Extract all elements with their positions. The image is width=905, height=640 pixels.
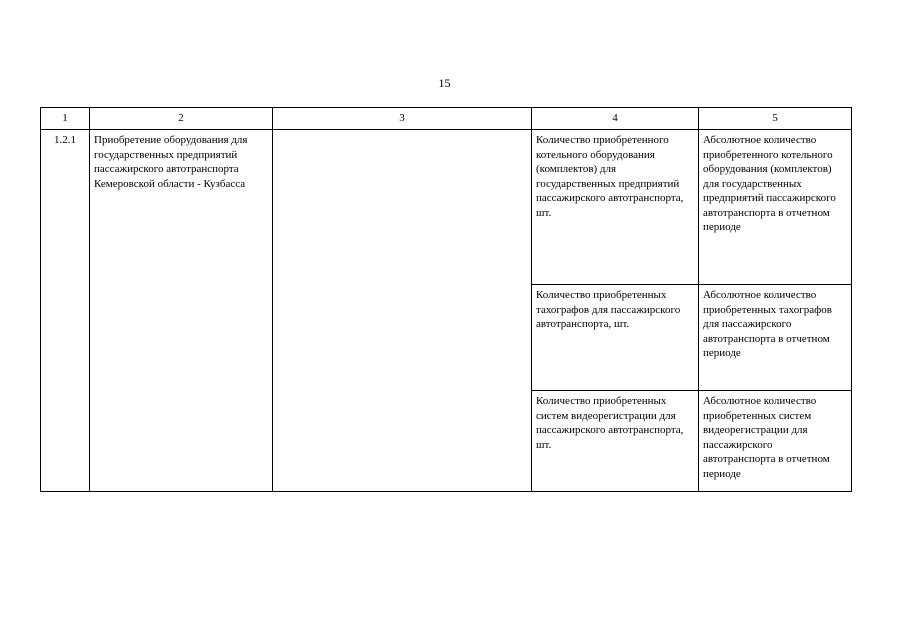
- indicator-method: Абсолютное количество приобретенных систем видеорегистрации для пассажирского автотранспорта в отчетном периоде: [699, 391, 852, 492]
- indicator-name: Количество приобретенного котельного оборудования (комплектов) для государственных предприятий пассажирского автотранспорта, шт.: [532, 130, 699, 285]
- measure-name: Приобретение оборудования для государственных предприятий пассажирского автотранспорта Кемеровской области - Кузбасса: [90, 130, 273, 492]
- indicator-name: Количество приобретенных тахографов для пассажирского автотранспорта, шт.: [532, 285, 699, 391]
- indicator-method: Абсолютное количество приобретенного котельного оборудования (комплектов) для государственных предприятий пассажирского автотранспорта в отчетном периоде: [699, 130, 852, 285]
- indicator-method: Абсолютное количество приобретенных тахографов для пассажирского автотранспорта в отчетном периоде: [699, 285, 852, 391]
- header-col-2: 2: [90, 108, 273, 130]
- indicator-name: Количество приобретенных систем видеорегистрации для пассажирского автотранспорта, шт.: [532, 391, 699, 492]
- header-col-1: 1: [41, 108, 90, 130]
- table-row: [41, 130, 852, 285]
- row-number: 1.2.1: [41, 130, 90, 492]
- table-header-row: [41, 108, 852, 130]
- measure-col-3: [273, 130, 532, 492]
- indicators-table: [40, 107, 852, 492]
- header-col-4: 4: [532, 108, 699, 130]
- header-col-5: 5: [699, 108, 852, 130]
- header-col-3: 3: [273, 108, 532, 130]
- page-number: 15: [438, 76, 451, 90]
